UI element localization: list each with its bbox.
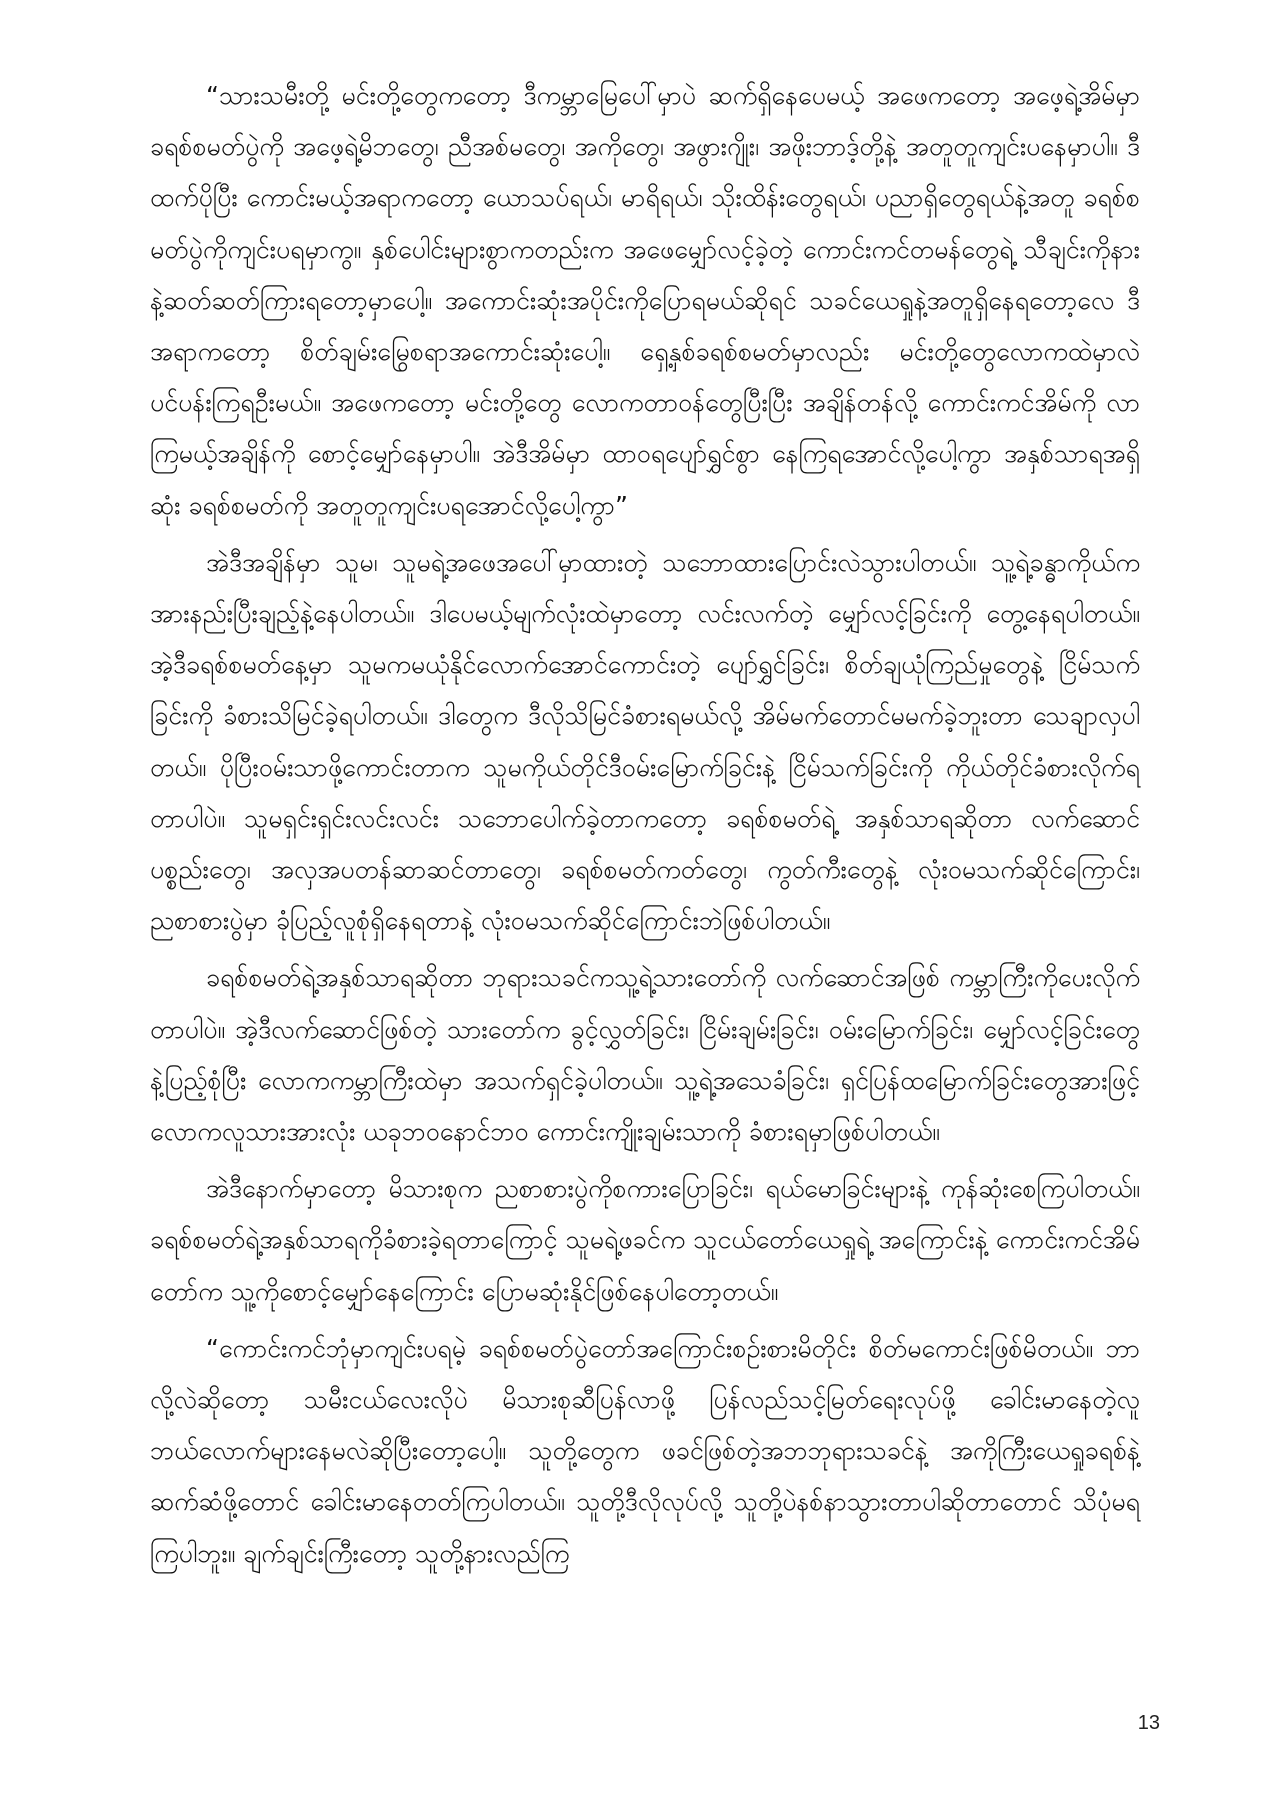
body-text — [150, 70, 1140, 1585]
page-number: 13 — [1137, 1712, 1160, 1734]
paragraph-meaning-of-christmas: ခရစ်စမတ်ရဲ့အနှစ်သာရဆိုတာ ဘုရားသခင်ကသူ့ရဲ့သားတော်ကို လက်ဆောင်အဖြစ် ကမ္ဘာကြီးကိုပေးလိုက်တာပါပဲ။ အဲ့ဒီလက်ဆောင်ဖြစ်တဲ့ သားတော်က ခွင့်လွှတ်ခြင်း၊ ငြိမ်းချမ်းခြင်း၊ ဝမ်းမြောက်ခြင်း၊ မျှော်လင့်ခြင်းတွေနဲ့ပြည့်စုံပြီး လောကကမ္ဘာကြီးထဲမှာ အသက်ရှင်ခဲ့ပါတယ်။ သူ့ရဲ့အသေခံခြင်း၊ ရှင်ပြန်ထမြောက်ခြင်းတွေအားဖြင့် လောကလူသားအားလုံး ယခုဘဝနောင်ဘဝ ကောင်းကျိုးချမ်းသာကို ခံစားရမှာဖြစ်ပါတယ်။ — [150, 963, 1140, 1147]
paragraph-heaven-celebration: “ကောင်းကင်ဘုံမှာကျင်းပရမဲ့ ခရစ်စမတ်ပွဲတော်အကြောင်းစဉ်းစားမိတိုင်း စိတ်မကောင်းဖြစ်မိတယ်။ ဘာလို့လဲဆိုတော့ သမီးငယ်လေးလိုပဲ မိသားစုဆီပြန်လာဖို့ ပြန်လည်သင့်မြတ်ရေးလုပ်ဖို့ ခေါင်းမာနေတဲ့လူ ဘယ်လောက်များနေမလဲဆိုပြီးတော့ပေါ့။ သူတို့တွေက ဖခင်ဖြစ်တဲ့အဘဘုရားသခင်နဲ့ အကိုကြီးယေရှုခရစ်နဲ့ ဆက်ဆံဖို့တောင် ခေါင်းမာနေတတ်ကြပါတယ်။ သူတို့ဒီလိုလုပ်လို့ သူတို့ပဲနစ်နာသွားတာပါဆိုတာတောင် သိပုံမရကြပါဘူး။ ချက်ချင်းကြီးတော့ သူတို့နားလည်ကြ — [150, 1333, 1140, 1568]
paragraph-family-dinner: အဲဒီနောက်မှာတော့ မိသားစုက ညစာစားပွဲကိုစကားပြောခြင်း၊ ရယ်မောခြင်းများနဲ့ ကုန်ဆုံးစေကြပါတယ်။ ခရစ်စမတ်ရဲ့အနှစ်သာရကိုခံစားခဲ့ရတာကြောင့် သူမရဲ့ဖခင်က သူငယ်တော်ယေရှုရဲ့ အကြောင်းနဲ့ ကောင်းကင်အိမ်တော်က သူ့ကိုစောင့်မျှော်နေကြောင်း ပြောမဆုံးနိုင်ဖြစ်နေပါတော့တယ်။ — [150, 1174, 1140, 1306]
paragraph-father-quote: “သားသမီးတို့ မင်းတို့တွေကတော့ ဒီကမ္ဘာမြေပေါ်မှာပဲ ဆက်ရှိနေပေမယ့် အဖေကတော့ အဖေ့ရဲ့အိမ်မှာခရစ်စမတ်ပွဲကို အဖေ့ရဲ့မိဘတွေ၊ ညီအစ်မတွေ၊ အကိုတွေ၊ အဖွားဂျိုး၊ အဖိုးဘာဒ့်တို့နဲ့ အတူတူကျင်းပနေမှာပါ။ ဒီထက်ပိုပြီး ကောင်းမယ့်အရာကတော့ ယောသပ်ရယ်၊ မာရိရယ်၊ သိုးထိန်းတွေရယ်၊ ပညာရှိတွေရယ်နဲ့အတူ ခရစ်စမတ်ပွဲကိုကျင်းပရမှာကွ။ နှစ်ပေါင်းများစွာကတည်းက အဖေမျှော်လင့်ခဲ့တဲ့ ကောင်းကင်တမန်တွေရဲ့ သီချင်းကိုနားနဲ့ဆတ်ဆတ်ကြားရတော့မှာပေါ့။ အကောင်းဆုံးအပိုင်းကိုပြောရမယ်ဆိုရင် သခင်ယေရှုနဲ့အတူရှိနေရတော့လေ ဒီအရာကတော့ စိတ်ချမ်းမြွေစရာအကောင်းဆုံးပေါ့။ ရှေ့နှစ်ခရစ်စမတ်မှာလည်း မင်းတို့တွေလောကထဲမှာလဲ ပင်ပန်းကြရဦးမယ်။ အဖေကတော့ မင်းတို့တွေ လောကတာဝန်တွေပြီးပြီး အချိန်တန်လို့ ကောင်းကင်အိမ်ကို လာကြမယ့်အချိန်ကို စောင့်မျှော်နေမှာပါ။ အဲဒီအိမ်မှာ ထာဝရပျော်ရွှင်စွာ နေကြရအောင်လို့ပေါ့ကွာ အနှစ်သာရအရှိဆုံး ခရစ်စမတ်ကို အတူတူကျင်းပရအောင်လို့ပေါ့ကွာ” — [150, 81, 1140, 520]
paragraph-her-realization: အဲဒီအချိန်မှာ သူမ၊ သူမရဲ့အဖေအပေါ်မှာထားတဲ့ သဘောထားပြောင်းလဲသွားပါတယ်။ သူ့ရဲ့ခန္ဓာကိုယ်က အားနည်းပြီးချည့်နဲ့နေပါတယ်။ ဒါပေမယ့်မျက်လုံးထဲမှာတော့ လင်းလက်တဲ့ မျှော်လင့်ခြင်းကို တွေ့နေရပါတယ်။ အဲ့ဒီခရစ်စမတ်နေ့မှာ သူမကမယုံနိုင်လောက်အောင်ကောင်းတဲ့ ပျော်ရွှင်ခြင်း၊ စိတ်ချယုံကြည်မှုတွေနဲ့ ငြိမ်သက်ခြင်းကို ခံစားသိမြင်ခဲ့ရပါတယ်။ ဒါတွေက ဒီလိုသိမြင်ခံစားရမယ်လို့ အိမ်မက်တောင်မမက်ခဲ့ဘူးတာ သေချာလှပါတယ်။ ပိုပြီးဝမ်းသာဖို့ကောင်းတာက သူမကိုယ်တိုင်ဒီဝမ်းမြောက်ခြင်းနဲ့ ငြိမ်သက်ခြင်းကို ကိုယ်တိုင်ခံစားလိုက်ရတာပါပဲ။ သူမရှင်းရှင်းလင်းလင်း သဘောပေါက်ခဲ့တာကတော့ ခရစ်စမတ်ရဲ့ အနှစ်သာရဆိုတာ လက်ဆောင်ပစ္စည်းတွေ၊ အလှအပတန်ဆာဆင်တာတွေ၊ ခရစ်စမတ်ကတ်တွေ၊ ကွတ်ကီးတွေနဲ့ လုံးဝမသက်ဆိုင်ကြောင်း၊ ညစာစားပွဲမှာ ခုံပြည့်လူစုံရှိနေရတာနဲ့ လုံးဝမသက်ဆိုင်ကြောင်းဘဲဖြစ်ပါတယ်။ — [150, 547, 1140, 936]
